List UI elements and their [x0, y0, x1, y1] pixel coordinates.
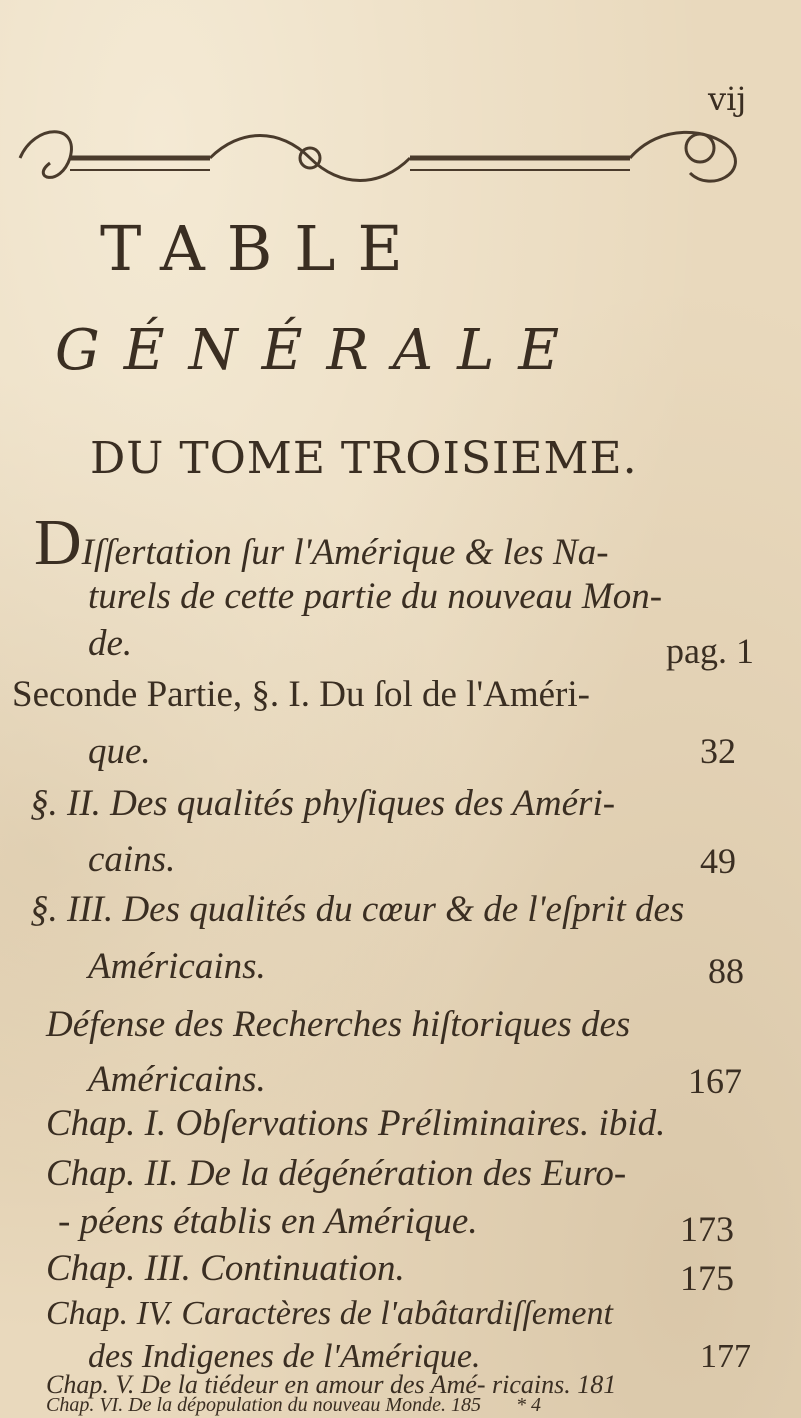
toc-entry-text: de.: [88, 623, 133, 664]
page-number: vij: [708, 80, 747, 118]
toc-entry-text: §. III. Des qualités du cœur & de l'eſprit des: [30, 889, 685, 930]
toc-entry-text: Chap. VI. De la dépopulation du nouveau: [46, 1394, 381, 1416]
toc-entry-text: Chap. IV. Caractères de l'abâtardiſſement: [46, 1295, 613, 1332]
drop-cap: D: [34, 506, 82, 579]
toc-entry-text: turels de cette partie du nouveau Mon-: [88, 576, 663, 617]
toc-entry-text: cains.: [88, 839, 176, 880]
toc-entry-text: ricains.: [492, 1370, 571, 1399]
toc-page-number: pag. 1: [666, 631, 754, 671]
page-subtitle: GÉNÉRALE: [55, 318, 584, 383]
toc-entry-text: Chap. I. Obſervations Préliminaires. ibid.: [46, 1103, 666, 1144]
toc-page-number: 32: [700, 731, 736, 771]
toc-page-number: 167: [688, 1061, 742, 1101]
toc-page-number: 49: [700, 841, 736, 881]
toc-page-number: 88: [708, 951, 744, 991]
toc-entry-text: Défense des Recherches hiſtoriques des: [46, 1004, 631, 1045]
toc-entry: [34, 506, 609, 579]
toc-entry-text: Monde.: [385, 1394, 446, 1416]
toc-page-number: 175: [680, 1258, 734, 1298]
toc-entry-text: - péens établis en Amérique.: [58, 1201, 478, 1242]
toc-entry-text: Chap. II. De la dégénération des Euro-: [46, 1153, 627, 1194]
toc-page-number: 173: [680, 1209, 734, 1249]
toc-entry-text: Seconde Partie, §. I. Du ſol de l'Améri-: [12, 674, 590, 715]
signature-mark: * 4: [515, 1394, 541, 1416]
toc-entry-text: que.: [88, 731, 151, 772]
toc-page-number: 181: [577, 1370, 617, 1399]
volume-heading: DU TOME TROISIEME.: [90, 433, 638, 484]
toc-entry-text: Américains.: [88, 946, 266, 987]
toc-entry-text: Iſſertation ſur l'Amérique & les Na-: [81, 532, 609, 573]
toc-entry-text: Chap. V. De la tiédeur en amour des Amé-: [46, 1370, 486, 1399]
page-title: TABLE: [100, 212, 425, 285]
toc-page-number: 185: [450, 1394, 481, 1416]
toc-entry-text: des Indigenes de l'Amérique.: [88, 1338, 481, 1375]
toc-entry-text: Chap. III. Continuation.: [46, 1248, 405, 1289]
toc-entry-text: Américains.: [88, 1059, 266, 1100]
toc-page-number: 177: [700, 1338, 751, 1375]
toc-entry-text: §. II. Des qualités phyſiques des Améri-: [30, 783, 616, 824]
